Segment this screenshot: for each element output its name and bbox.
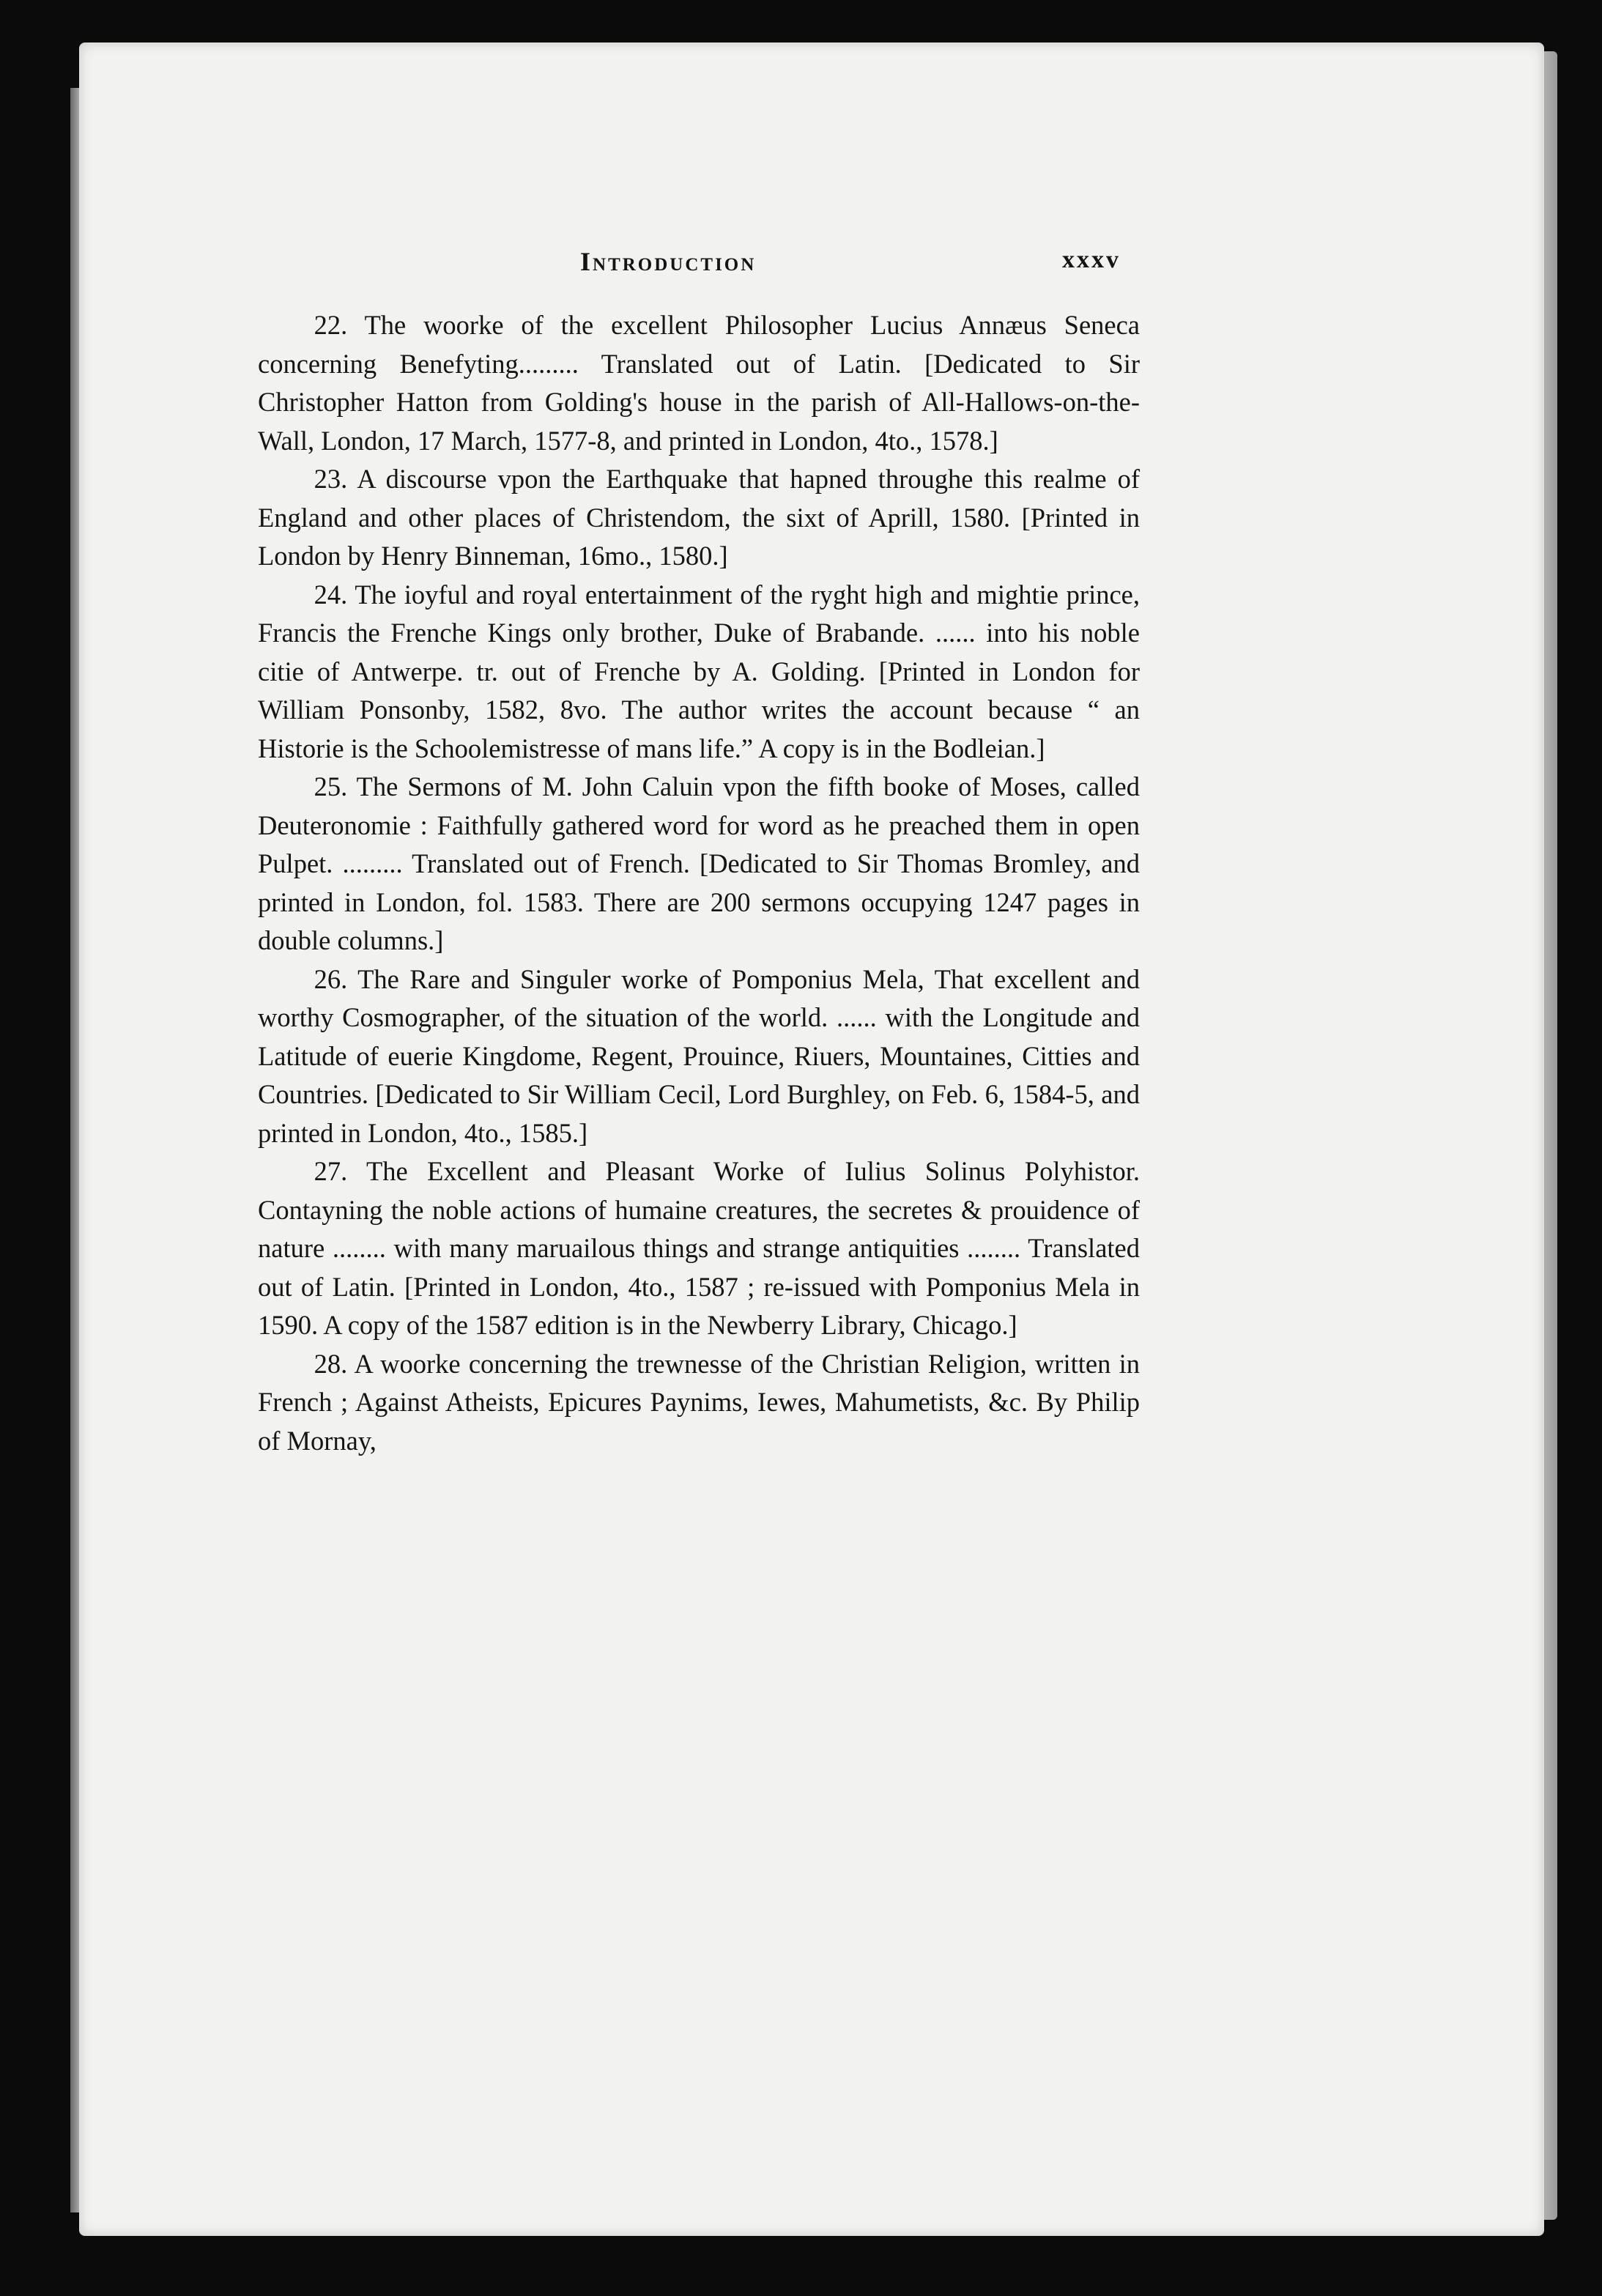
page-body xyxy=(258,306,1140,1460)
entry-27: 27. The Excellent and Pleasant Worke of Iulius Solinus Polyhistor. Contayning the noble actions of humaine creatures, the secretes & prouidence of nature ........ with many maruailous things and strange antiquities ........ Translated out of Latin. [Printed in London, 4to., 1587 ; re-issued with Pomponius Mela in 1590. A copy of the 1587 edition is in the Newberry Library, Chicago.] xyxy=(258,1156,1140,1340)
entry-25: 25. The Sermons of M. John Caluin vpon the fifth booke of Moses, called Deuteronomie : Faithfully gathered word for word as he preached them in open Pulpet. ......... Translated out of French. [Dedicated to Sir Thomas Bromley, and printed in London, fol. 1583. There are 200 sermons occupying 1247 pages in double columns.] xyxy=(258,771,1140,955)
page-number: xxxv xyxy=(1062,246,1121,273)
entry-23: 23. A discourse vpon the Earthquake that hapned throughe this realme of England and other places of Christendom, the sixt of Aprill, 1580. [Printed in London by Henry Binneman, 16mo., 1580.] xyxy=(258,464,1140,571)
running-head: Introduction xyxy=(580,247,757,276)
entry-26: 26. The Rare and Singuler worke of Pomponius Mela, That excellent and worthy Cosmographer, of the situation of the world. ...... with the Longitude and Latitude of euerie Kingdome, Regent, Prouince, Riuers, Mountaines, Citties and Countries. [Dedicated to Sir William Cecil, Lord Burghley, on Feb. 6, 1584-5, and printed in London, 4to., 1585.] xyxy=(258,963,1140,1148)
entry-24: 24. The ioyful and royal entertainment of the ryght high and mightie prince, Francis the Frenche Kings only brother, Duke of Brabande. ...... into his noble citie of Antwerpe. tr. out of Frenche by A. Golding. [Printed in London for William Ponsonby, 1582, 8vo. The author writes the account because “ an Historie is the Schoolemistresse of mans life.” A copy is in the Bodleian.] xyxy=(258,579,1140,763)
entry-22: 22. The woorke of the excellent Philosopher Lucius Annæus Seneca concerning Benefyting......... Translated out of Latin. [Dedicated to Sir Christopher Hatton from Golding's house in the parish of All-Hallows-on-the-Wall, London, 17 March, 1577-8, and printed in London, 4to., 1578.] xyxy=(258,310,1140,456)
page-header xyxy=(272,246,1121,287)
entry-28: 28. A woorke concerning the trewnesse of the Christian Religion, written in French ; Against Atheists, Epicures Paynims, Iewes, Mahumetists, &c. By Philip of Mornay, xyxy=(258,1348,1140,1456)
